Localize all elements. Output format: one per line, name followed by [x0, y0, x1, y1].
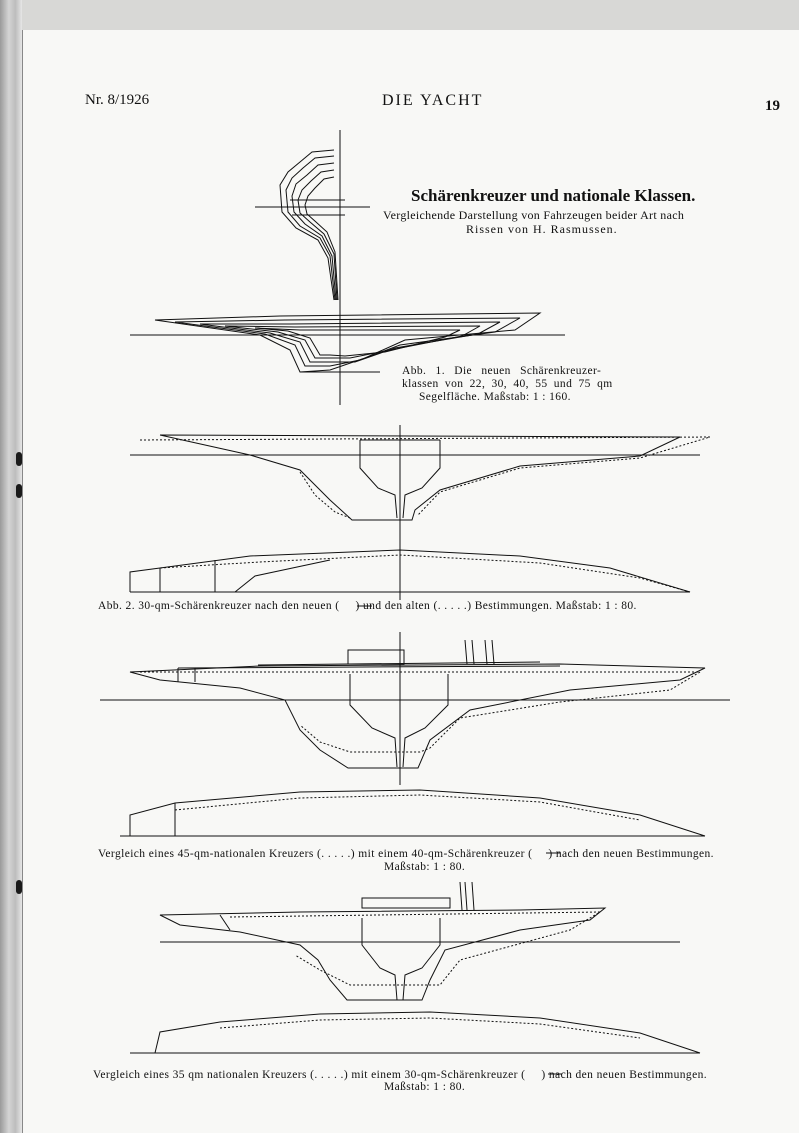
fig1-hull-plan — [130, 313, 565, 372]
fig4-caption-part3: ) nach den neuen Bestimmungen. — [541, 1069, 708, 1081]
article-title: Schärenkreuzer und nationale Klassen. — [411, 186, 696, 205]
abb2-caption-part2: ) und den alten ( — [355, 600, 438, 612]
abb1-caption-line2: klassen von 22, 30, 40, 55 und 75 qm — [402, 378, 613, 390]
fig3-caption-dots: . . . . . — [321, 848, 351, 860]
fig4-caption-dots: . . . . . — [314, 1069, 344, 1081]
fig2-hull-profile — [130, 425, 710, 600]
fig3-deck-plan — [120, 790, 705, 836]
abb2-caption-dots: . . . . . — [437, 600, 468, 612]
magazine-name: DIE YACHT — [382, 92, 484, 109]
fig4-caption-scale: Maßstab: 1 : 80. — [384, 1081, 466, 1093]
abb1-caption-line1: Abb. 1. Die neuen Schärenkreuzer- — [402, 365, 602, 377]
fig3-caption-part2: ) mit einem 40-qm-Schärenkreuzer ( — [350, 848, 533, 860]
caption-line-symbols — [357, 606, 562, 1074]
article-subtitle-line2: Rissen von H. Rasmussen. — [466, 222, 618, 236]
page-number: 19 — [765, 98, 780, 114]
article-subtitle-line1: Vergleichende Darstellung von Fahrzeugen beider Art nach — [383, 208, 685, 222]
fig4-caption-part2: ) mit einem 30-qm-Schärenkreuzer ( — [343, 1069, 526, 1081]
fig4-hull-profile — [160, 882, 680, 1000]
fig3-caption-scale: Maßstab: 1 : 80. — [384, 861, 466, 873]
abb2-caption-part1: Abb. 2. 30-qm-Schärenkreuzer nach den neuen ( — [98, 600, 340, 612]
issue-number: Nr. 8/1926 — [85, 92, 150, 108]
fig1-body-plan — [255, 130, 370, 405]
fig3-hull-profile — [100, 632, 730, 785]
fig3-caption-part3: ) nach den neuen Bestimmungen. — [548, 848, 714, 860]
abb2-caption — [98, 600, 637, 612]
abb1-caption-line3: Segelfläche. Maßstab: 1 : 160. — [419, 391, 571, 403]
fig3-caption — [98, 848, 714, 860]
fig3-caption-part1: Vergleich eines 45-qm-nationalen Kreuzers ( — [98, 848, 322, 860]
abb2-caption-part3: ) Bestimmungen. Maßstab: 1 : 80. — [467, 600, 637, 612]
fig4-caption-part1: Vergleich eines 35 qm nationalen Kreuzers ( — [93, 1069, 315, 1081]
fig2-deck-plan — [130, 550, 690, 592]
fig4-deck-plan — [130, 1012, 700, 1053]
fig4-caption — [93, 1069, 707, 1081]
